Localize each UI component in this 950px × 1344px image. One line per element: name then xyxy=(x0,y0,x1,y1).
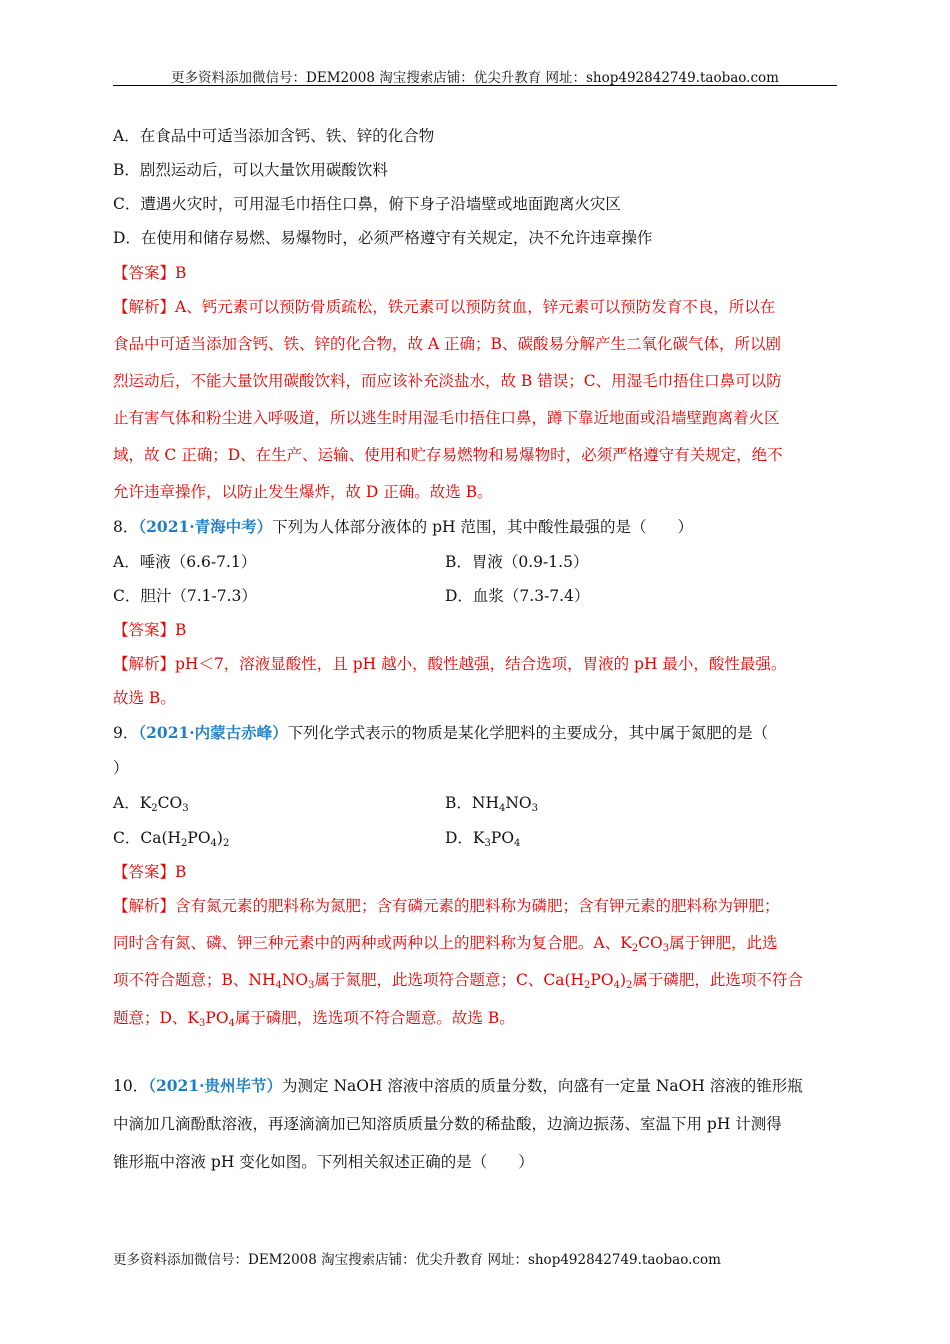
q7-analysis-line-5: 域，故 C 正确；D、在生产、运输、使用和贮存易燃物和易爆物时，必须严格遵守有关规定，绝不 xyxy=(113,446,783,464)
q7-option-b: B．剧烈运动后，可以大量饮用碳酸饮料 xyxy=(113,161,388,179)
q8-number: 8． xyxy=(113,518,139,536)
q9-stem-end: ） xyxy=(113,759,129,777)
q8-option-a: A．唾液（6.6-7.1） xyxy=(113,553,257,571)
q10-stem-line-2: 中滴加几滴酚酞溶液，再逐滴滴加已知溶质质量分数的稀盐酸，边滴边振荡、室温下用 pH 计测得 xyxy=(113,1115,782,1133)
q9-option-d: D．$K_3PO_4$ xyxy=(445,829,521,849)
q8-answer: 【答案】B xyxy=(113,621,187,639)
q7-option-c: C．遭遇火灾时，可用湿毛巾捂住口鼻，俯下身子沿墙壁或地面跑离火灾区 xyxy=(113,195,621,213)
q8-option-b: B．胃液（0.9-1.5） xyxy=(445,553,589,571)
q9-option-b: B．$NH_4NO_3$ xyxy=(445,794,539,814)
q10-question: 为测定 NaOH 溶液中溶质的质量分数，向盛有一定量 NaOH 溶液的锥形瓶 xyxy=(282,1077,803,1095)
q8-stem xyxy=(113,517,693,537)
q9-analysis-line-3: 项不符合题意；B、$NH_4NO_3$属于氮肥，此选项符合题意；C、$Ca(H_2PO_4)_2$属于磷肥，此选项不符合 xyxy=(113,971,803,991)
q7-option-d: D．在使用和储存易燃、易爆物时，必须严格遵守有关规定，决不允许违章操作 xyxy=(113,229,653,247)
page-footer: 更多资料添加微信号：DEM2008 淘宝搜索店铺：优尖升教育 网址：shop492842749.taobao.com xyxy=(113,1252,721,1268)
q10-source: （2021·贵州毕节） xyxy=(148,1076,283,1095)
q7-analysis-line-3: 烈运动后，不能大量饮用碳酸饮料，而应该补充淡盐水，故 B 错误；C、用湿毛巾捂住口鼻可以防 xyxy=(113,372,782,390)
q9-analysis-line-2: 同时含有氮、磷、钾三种元素中的两种或两种以上的肥料称为复合肥。A、$K_2CO_3$属于钾肥，此选 xyxy=(113,934,778,954)
q9-stem xyxy=(113,723,768,743)
q10-stem-line-3: 锥形瓶中溶液 pH 变化如图。下列相关叙述正确的是（ ） xyxy=(113,1153,534,1171)
q9-analysis-line-4: 题意；D、$K_3PO_4$属于磷肥，选选项不符合题意。故选 B。 xyxy=(113,1009,515,1029)
q9-source: （2021·内蒙古赤峰） xyxy=(138,723,288,742)
q10-stem-line-1 xyxy=(113,1076,803,1096)
q7-analysis-line-2: 食品中可适当添加含钙、铁、锌的化合物，故 A 正确；B、碳酸易分解产生二氧化碳气体，所以剧 xyxy=(113,335,781,353)
q9-answer: 【答案】B xyxy=(113,863,187,881)
q8-option-d: D．血浆（7.3-7.4） xyxy=(445,587,590,605)
q8-analysis-line-2: 故选 B。 xyxy=(113,689,176,707)
q8-question: 下列为人体部分液体的 pH 范围，其中酸性最强的是（ ） xyxy=(272,518,693,536)
q7-option-a: A．在食品中可适当添加含钙、铁、锌的化合物 xyxy=(113,127,435,145)
q9-analysis-line-1: 【解析】含有氮元素的肥料称为氮肥；含有磷元素的肥料称为磷肥；含有钾元素的肥料称为钾肥； xyxy=(113,897,780,915)
q7-analysis-line-4: 止有害气体和粉尘进入呼吸道，所以逃生时用湿毛巾捂住口鼻，蹲下靠近地面或沿墙壁跑离着火区 xyxy=(113,409,780,427)
q8-source: （2021·青海中考） xyxy=(138,517,273,536)
q8-option-c: C．胆汁（7.1-7.3） xyxy=(113,587,257,605)
q9-number: 9． xyxy=(113,724,139,742)
q9-option-a: A．$K_2CO_3$ xyxy=(113,794,189,814)
q7-analysis-line-1: 【解析】A、钙元素可以预防骨质疏松，铁元素可以预防贫血，锌元素可以预防发育不良，所以在 xyxy=(113,298,776,316)
page-header: 更多资料添加微信号：DEM2008 淘宝搜索店铺：优尖升教育 网址：shop492842749.taobao.com xyxy=(171,70,779,86)
q7-analysis-line-6: 允许违章操作，以防止发生爆炸，故 D 正确。故选 B。 xyxy=(113,483,493,501)
q7-answer: 【答案】B xyxy=(113,264,187,282)
q9-option-c: C．$Ca(H_2PO_4)_2$ xyxy=(113,829,230,849)
q8-analysis-line-1: 【解析】pH＜7，溶液显酸性，且 pH 越小，酸性越强，结合选项，胃液的 pH 最小，酸性最强。 xyxy=(113,655,787,673)
header-divider xyxy=(113,85,837,86)
q9-question: 下列化学式表示的物质是某化学肥料的主要成分，其中属于氮肥的是（ xyxy=(287,724,769,742)
q10-number: 10． xyxy=(113,1077,149,1095)
